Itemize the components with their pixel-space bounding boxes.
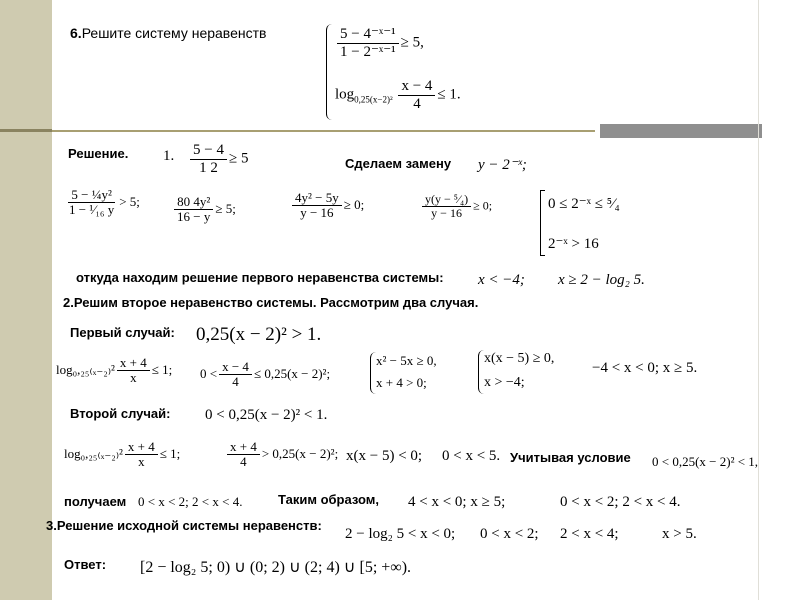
chain-3-denominator: y − 16 xyxy=(300,205,334,221)
first-result-a: x < −4; xyxy=(478,272,525,288)
system-box-line-1: 0 ≤ 2⁻ˣ ≤ ⁵⁄₄ xyxy=(548,196,620,212)
problem-title-text: Решите систему неравенств xyxy=(81,25,267,41)
step1-inequality xyxy=(188,142,248,176)
ineq2-rhs: ≤ 1. xyxy=(437,86,461,103)
step3-c: 2 < x < 4; xyxy=(560,526,619,542)
system-inequality-2 xyxy=(335,78,461,112)
case1-ineq2-pre: 0 < xyxy=(200,365,218,381)
step1-denominator: 1 2 xyxy=(199,159,218,176)
chain-1-numerator: 5 − ¼y² xyxy=(68,188,114,203)
chain-3-rhs: ≥ 0; xyxy=(343,196,365,212)
chain-1-denominator: 1 − ¹⁄₁₆ y xyxy=(69,202,115,218)
chain-4-numerator: y(y − ⁵⁄₄) xyxy=(422,193,471,207)
case1-sys2-a: x(x − 5) ≥ 0, xyxy=(484,351,555,366)
case1-ineq2-denominator: 4 xyxy=(232,374,239,390)
substitution-expression: y − 2⁻ˣ; xyxy=(478,157,527,173)
case2-ineq2 xyxy=(225,440,338,470)
solution-label: Решение. xyxy=(68,146,129,161)
ineq2-denominator: 4 xyxy=(413,95,421,112)
ineq1-rhs: ≥ 5, xyxy=(400,34,424,51)
system-box-bracket xyxy=(540,190,545,256)
case1-sys1-a: x² − 5x ≥ 0, xyxy=(376,353,437,368)
ineq2-numerator: x − 4 xyxy=(398,78,435,96)
chain-2-rhs: ≥ 5; xyxy=(215,200,236,216)
first-result-text: откуда находим решение первого неравенства системы: xyxy=(76,270,444,285)
chain-2-numerator: 80 4y² xyxy=(174,195,213,210)
step3-a: 2 − log₂ 5 < x < 0; xyxy=(345,526,456,542)
ineq2-base: 0,25(x−2)² xyxy=(354,94,393,105)
ineq2-log: log xyxy=(335,86,355,103)
case1-sys2-b: x > −4; xyxy=(484,375,525,390)
divider-left xyxy=(0,129,52,132)
case1-result: −4 < x < 0; x ≥ 5. xyxy=(592,360,698,376)
thus-result: 4 < x < 0; x ≥ 5; xyxy=(408,494,506,510)
thus-label: Таким образом, xyxy=(278,492,380,507)
step1-numerator: 5 − 4 xyxy=(190,142,227,160)
chain-2-denominator: 16 − y xyxy=(177,209,211,225)
case1-sys1-b: x + 4 > 0; xyxy=(376,375,427,390)
problem-number: 6. xyxy=(70,25,82,41)
answer-label: Ответ: xyxy=(64,557,107,572)
step3-d: x > 5. xyxy=(662,526,697,542)
divider-line xyxy=(52,130,595,132)
case1-ineq2-numerator: x − 4 xyxy=(219,360,252,375)
chain-3-numerator: 4y² − 5y xyxy=(292,191,342,206)
left-decorative-band xyxy=(0,0,52,600)
considering-condition: 0 < 0,25(x − 2)² < 1, xyxy=(652,454,759,469)
case1-log: log₀,₂₅₍ₓ₋₂₎² xyxy=(56,361,115,377)
case2-frac-numerator: x + 4 xyxy=(125,440,158,455)
case2-ineq4: 0 < x < 5. xyxy=(442,448,501,464)
case2-frac-denominator: x xyxy=(138,454,145,470)
chain-step-1 xyxy=(64,188,140,218)
case2-log: log₀,₂₅₍ₓ₋₂₎² xyxy=(64,445,123,461)
case1-frac-numerator: x + 4 xyxy=(117,356,150,371)
answer-value: [2 − log₂ 5; 0) ∪ (0; 2) ∪ (2; 4) ∪ [5; +∞). xyxy=(140,559,412,576)
first-result-b: x ≥ 2 − log₂ 5. xyxy=(558,272,645,288)
divider-block xyxy=(600,124,762,138)
ineq1-denominator: 1 − 2⁻ˣ⁻¹ xyxy=(340,43,396,60)
step3-text: 3.Решение исходной системы неравенств: xyxy=(46,518,322,533)
ineq1-numerator: 5 − 4⁻ˣ⁻¹ xyxy=(337,26,399,44)
chain-4-rhs: ≥ 0; xyxy=(473,198,493,213)
chain-4-denominator: y − 16 xyxy=(431,206,462,221)
case1-rhs: ≤ 1; xyxy=(151,361,173,377)
step3-b: 0 < x < 2; xyxy=(480,526,539,542)
case1-condition: 0,25(x − 2)² > 1. xyxy=(196,324,322,345)
considering-label: Учитывая условие xyxy=(510,450,631,465)
chain-step-2 xyxy=(172,195,236,225)
case2-log-inequality xyxy=(64,440,180,470)
case2-ineq2-rhs: > 0,25(x − 2)²; xyxy=(261,445,339,461)
case2-condition: 0 < 0,25(x − 2)² < 1. xyxy=(205,407,328,423)
thus-result-2: 0 < x < 2; 2 < x < 4. xyxy=(560,494,681,510)
step1-number: 1. xyxy=(163,148,175,164)
case2-ineq2-numerator: x + 4 xyxy=(227,440,260,455)
step2-text: 2.Решим второе неравенство системы. Рассмотрим два случая. xyxy=(63,295,479,310)
substitution-label: Сделаем замену xyxy=(345,156,452,171)
case1-label: Первый случай: xyxy=(70,325,175,340)
get-result: 0 < x < 2; 2 < x < 4. xyxy=(138,494,243,509)
case2-ineq2-denominator: 4 xyxy=(240,454,247,470)
step1-rhs: ≥ 5 xyxy=(228,150,249,167)
right-edge-line xyxy=(758,0,759,600)
chain-1-rhs: > 5; xyxy=(119,193,140,209)
case1-ineq2 xyxy=(200,360,330,390)
case2-label: Второй случай: xyxy=(70,406,171,421)
case2-ineq3: x(x − 5) < 0; xyxy=(346,448,423,464)
system-brace xyxy=(326,24,333,120)
system-inequality-1 xyxy=(335,26,424,60)
system-box-line-2: 2⁻ˣ > 16 xyxy=(548,236,599,252)
case1-ineq2-rhs: ≤ 0,25(x − 2)²; xyxy=(253,365,331,381)
case1-frac-denominator: x xyxy=(130,370,137,386)
get-label: получаем xyxy=(64,494,127,509)
chain-step-4 xyxy=(420,193,492,220)
case2-rhs: ≤ 1; xyxy=(159,445,181,461)
case1-log-inequality xyxy=(56,356,172,386)
chain-step-3 xyxy=(290,191,364,221)
problem-title xyxy=(70,25,266,41)
